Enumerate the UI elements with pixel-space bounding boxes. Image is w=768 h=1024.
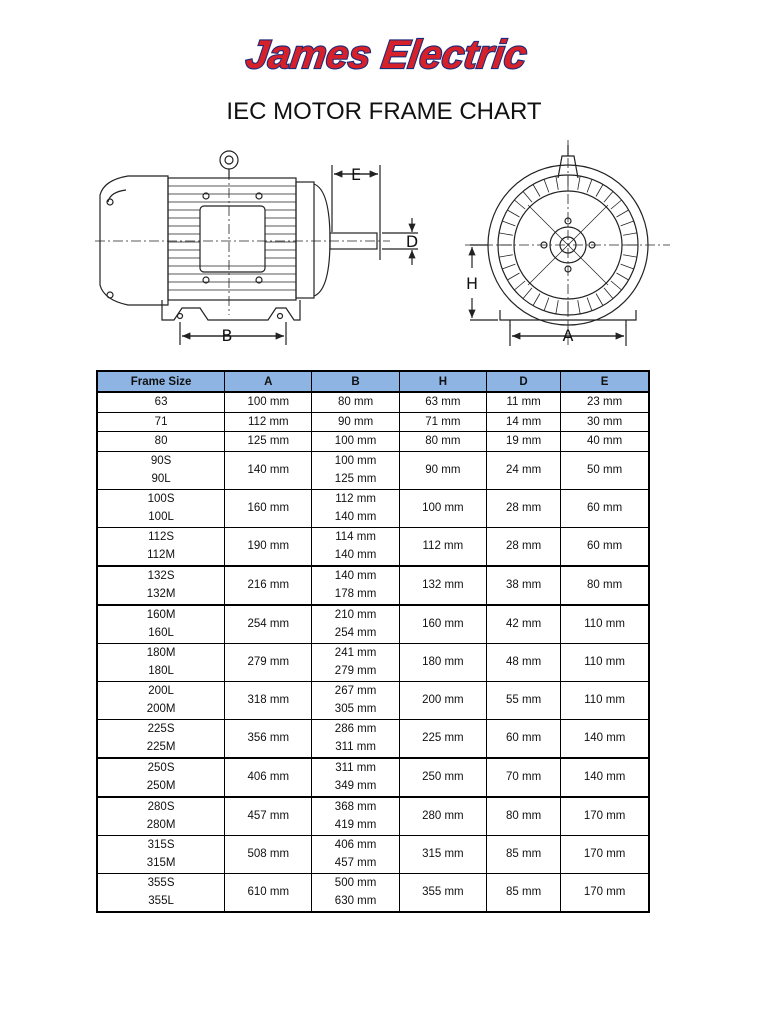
frame-size-cell: 280S	[97, 797, 225, 817]
a-cell: 508 mm	[225, 835, 312, 873]
b-cell: 100 mm	[312, 432, 399, 452]
table-row	[97, 451, 649, 470]
b-cell: 305 mm	[312, 700, 399, 719]
h-cell: 250 mm	[399, 758, 486, 797]
column-header-e: E	[561, 371, 649, 392]
logo-text: James Electric	[243, 32, 530, 77]
h-cell: 200 mm	[399, 681, 486, 719]
e-cell: 110 mm	[561, 681, 649, 719]
table-row	[97, 873, 649, 892]
d-cell: 60 mm	[487, 719, 561, 758]
table-row	[97, 412, 649, 432]
e-cell: 140 mm	[561, 758, 649, 797]
d-cell: 85 mm	[487, 835, 561, 873]
frame-size-cell: 225M	[97, 738, 225, 758]
column-header-a: A	[225, 371, 312, 392]
b-cell: 80 mm	[312, 392, 399, 412]
column-header-frame-size: Frame Size	[97, 371, 225, 392]
motor-front-view	[465, 140, 670, 346]
a-cell: 457 mm	[225, 797, 312, 836]
h-cell: 280 mm	[399, 797, 486, 836]
frame-size-cell: 100S	[97, 489, 225, 508]
e-cell: 60 mm	[561, 489, 649, 527]
b-cell: 349 mm	[312, 777, 399, 797]
d-cell: 70 mm	[487, 758, 561, 797]
frame-size-cell: 200M	[97, 700, 225, 719]
table-row	[97, 527, 649, 546]
e-cell: 170 mm	[561, 797, 649, 836]
a-cell: 216 mm	[225, 566, 312, 605]
frame-size-cell: 132S	[97, 566, 225, 586]
b-cell: 114 mm	[312, 527, 399, 546]
frame-size-cell: 100L	[97, 508, 225, 527]
d-cell: 85 mm	[487, 873, 561, 912]
b-cell: 178 mm	[312, 585, 399, 605]
d-cell: 42 mm	[487, 605, 561, 644]
frame-size-cell: 355S	[97, 873, 225, 892]
b-cell: 112 mm	[312, 489, 399, 508]
b-cell: 254 mm	[312, 624, 399, 643]
h-cell: 225 mm	[399, 719, 486, 758]
b-cell: 419 mm	[312, 816, 399, 835]
d-cell: 55 mm	[487, 681, 561, 719]
b-cell: 140 mm	[312, 508, 399, 527]
a-cell: 279 mm	[225, 643, 312, 681]
a-cell: 125 mm	[225, 432, 312, 452]
motor-dimension-drawing	[90, 140, 670, 355]
column-header-h: H	[399, 371, 486, 392]
a-cell: 160 mm	[225, 489, 312, 527]
frame-size-cell: 180L	[97, 662, 225, 681]
column-header-d: D	[487, 371, 561, 392]
b-cell: 286 mm	[312, 719, 399, 738]
d-dimension-label: D	[405, 232, 419, 251]
h-cell: 100 mm	[399, 489, 486, 527]
frame-size-cell: 180M	[97, 643, 225, 662]
frame-size-cell: 80	[97, 432, 225, 452]
b-cell: 125 mm	[312, 470, 399, 489]
e-cell: 80 mm	[561, 566, 649, 605]
table-row	[97, 392, 649, 412]
d-cell: 28 mm	[487, 489, 561, 527]
frame-size-cell: 112S	[97, 527, 225, 546]
frame-size-cell: 250S	[97, 758, 225, 778]
table-row	[97, 835, 649, 854]
frame-size-cell: 160L	[97, 624, 225, 643]
d-cell: 19 mm	[487, 432, 561, 452]
table-row	[97, 643, 649, 662]
james-electric-logo	[232, 30, 536, 80]
e-cell: 170 mm	[561, 835, 649, 873]
motor-side-view	[95, 151, 418, 345]
b-cell: 311 mm	[312, 738, 399, 758]
table-row	[97, 489, 649, 508]
a-cell: 112 mm	[225, 412, 312, 432]
d-cell: 80 mm	[487, 797, 561, 836]
h-dimension-label: H	[465, 274, 479, 293]
b-cell: 267 mm	[312, 681, 399, 700]
frame-size-cell: 280M	[97, 816, 225, 835]
a-cell: 190 mm	[225, 527, 312, 566]
a-cell: 356 mm	[225, 719, 312, 758]
table-row	[97, 566, 649, 586]
table-header-row	[97, 371, 649, 392]
a-cell: 254 mm	[225, 605, 312, 644]
frame-size-cell: 315M	[97, 854, 225, 873]
h-cell: 180 mm	[399, 643, 486, 681]
b-cell: 311 mm	[312, 758, 399, 778]
e-cell: 40 mm	[561, 432, 649, 452]
d-cell: 24 mm	[487, 451, 561, 489]
page-title: IEC MOTOR FRAME CHART	[226, 98, 542, 125]
table-row	[97, 681, 649, 700]
a-cell: 100 mm	[225, 392, 312, 412]
b-cell: 279 mm	[312, 662, 399, 681]
d-cell: 11 mm	[487, 392, 561, 412]
table-row	[97, 605, 649, 625]
b-cell: 100 mm	[312, 451, 399, 470]
e-cell: 23 mm	[561, 392, 649, 412]
frame-size-cell: 250M	[97, 777, 225, 797]
frame-dimensions-table	[96, 370, 650, 913]
b-cell: 630 mm	[312, 892, 399, 912]
e-cell: 30 mm	[561, 412, 649, 432]
a-cell: 610 mm	[225, 873, 312, 912]
b-cell: 140 mm	[312, 566, 399, 586]
table-row	[97, 797, 649, 817]
frame-size-cell: 160M	[97, 605, 225, 625]
a-dimension-label: A	[562, 326, 574, 345]
b-cell: 368 mm	[312, 797, 399, 817]
b-cell: 210 mm	[312, 605, 399, 625]
e-cell: 110 mm	[561, 605, 649, 644]
frame-size-cell: 71	[97, 412, 225, 432]
d-cell: 28 mm	[487, 527, 561, 566]
h-cell: 90 mm	[399, 451, 486, 489]
h-cell: 63 mm	[399, 392, 486, 412]
e-cell: 60 mm	[561, 527, 649, 566]
a-cell: 140 mm	[225, 451, 312, 489]
d-cell: 14 mm	[487, 412, 561, 432]
h-cell: 160 mm	[399, 605, 486, 644]
h-cell: 112 mm	[399, 527, 486, 566]
b-dimension-label: B	[221, 326, 233, 345]
column-header-b: B	[312, 371, 399, 392]
e-cell: 110 mm	[561, 643, 649, 681]
frame-size-cell: 225S	[97, 719, 225, 738]
table-row	[97, 719, 649, 738]
frame-size-cell: 132M	[97, 585, 225, 605]
table-row	[97, 432, 649, 452]
frame-size-cell: 90S	[97, 451, 225, 470]
e-cell: 140 mm	[561, 719, 649, 758]
h-cell: 71 mm	[399, 412, 486, 432]
b-cell: 140 mm	[312, 546, 399, 566]
b-cell: 457 mm	[312, 854, 399, 873]
table-row	[97, 758, 649, 778]
b-cell: 500 mm	[312, 873, 399, 892]
e-dimension-label: E	[350, 165, 362, 184]
h-cell: 132 mm	[399, 566, 486, 605]
b-cell: 406 mm	[312, 835, 399, 854]
b-cell: 241 mm	[312, 643, 399, 662]
h-cell: 80 mm	[399, 432, 486, 452]
b-cell: 90 mm	[312, 412, 399, 432]
frame-size-cell: 112M	[97, 546, 225, 566]
h-cell: 315 mm	[399, 835, 486, 873]
e-cell: 50 mm	[561, 451, 649, 489]
table-body	[97, 392, 649, 912]
a-cell: 318 mm	[225, 681, 312, 719]
d-cell: 48 mm	[487, 643, 561, 681]
h-cell: 355 mm	[399, 873, 486, 912]
frame-size-cell: 63	[97, 392, 225, 412]
frame-size-cell: 200L	[97, 681, 225, 700]
frame-size-cell: 90L	[97, 470, 225, 489]
d-cell: 38 mm	[487, 566, 561, 605]
frame-size-cell: 315S	[97, 835, 225, 854]
frame-size-cell: 355L	[97, 892, 225, 912]
e-cell: 170 mm	[561, 873, 649, 912]
a-cell: 406 mm	[225, 758, 312, 797]
